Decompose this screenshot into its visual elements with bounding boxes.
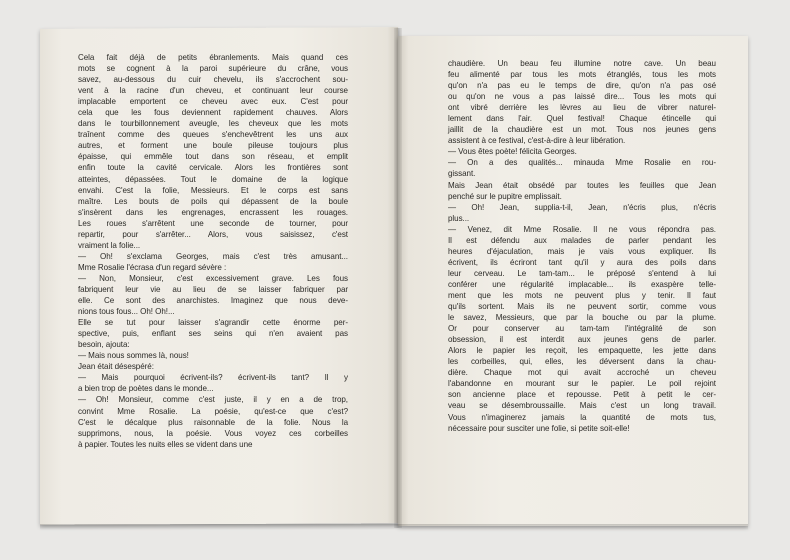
text-line: C'est le décalque plus raisonnable de la folie. Nous la — [78, 417, 348, 427]
text-line: — Mais pourquoi écrivent-ils? écrivent-ils tant? Il y — [78, 373, 348, 383]
text-line: veau se désembroussaille. Mais c'est un long travail. — [448, 401, 716, 411]
text-line: ont vibré derrière les lèvres au lieu de vibrer naturel- — [448, 103, 716, 113]
text-line: savez, au-dessous du cuir chevelu, ils s'accrochent sou- — [78, 75, 348, 85]
text-line: — On a des qualités... minauda Mme Rosalie en rou- — [448, 158, 716, 168]
text-line: gissant. — [448, 169, 476, 179]
text-line: maître. Les bouts de poils qui dépassent de la boule — [78, 196, 348, 206]
text-line: jaillit de la chaudière est un mot. Tous nos jeunes gens — [448, 125, 716, 135]
right-page-text — [448, 58, 716, 434]
book-gutter — [394, 28, 402, 528]
text-line: traînent comme des queues s'enchevêtrent les uns aux — [78, 130, 348, 140]
text-line: besoin, ajouta: — [78, 340, 130, 350]
text-line: écrivent, ils écriront tant qu'il y aura des poils dans — [448, 257, 716, 267]
text-line: a bien trop de poètes dans le monde... — [78, 384, 214, 394]
text-line: implacable emportent ce cheveu avec eux. C'est pour — [78, 97, 348, 107]
text-line: Les roues s'arrêtent une seconde de tourner, pour — [78, 218, 348, 228]
text-line: ment que les mots ne peuvent plus y tenir. Il faut — [448, 290, 716, 300]
text-line: — Vous êtes poète! félicita Georges. — [448, 147, 577, 157]
text-line: à papier. Toutes les nuits elles se vident dans une — [78, 439, 253, 449]
text-line: — Oh! Monsieur, comme c'est juste, il y en a de trop, — [78, 395, 348, 405]
text-line: nions tous fous... Oh! Oh!... — [78, 307, 175, 317]
text-line: Vous n'imaginerez jamais la quantité de mots tus, — [448, 412, 716, 422]
text-line: lement dans l'air. Quel festival! Chaque étincelle qui — [448, 114, 716, 124]
text-line: l'abandonne en mourant sur le papier. Le poil rejoint — [448, 379, 716, 389]
text-line: vent à la racine d'un cheveu, et continuant leur course — [78, 86, 348, 96]
text-line: vraiment la folie... — [78, 240, 141, 250]
text-line: le savez, Messieurs, que par la bouche ou par la plume. — [448, 313, 716, 323]
text-line: assistent à ce festival, c'est-à-dire à leur libération. — [448, 136, 626, 146]
text-line: chaudière. Un beau feu illumine notre cave. Un beau — [448, 59, 716, 68]
text-line: penché sur le pupitre emplissait. — [448, 191, 562, 201]
left-page-text — [78, 52, 348, 450]
text-line: les corbeilles, qui, elles, les déversent dans la chau- — [448, 357, 716, 367]
text-line: ou qu'on ne vous a pas laissé dire... Tous les mots qui — [448, 92, 716, 102]
text-line: atteintes, dépassées. Tout le domaine de la logique — [78, 174, 348, 184]
text-line: — Venez, dit Mme Rosalie. Il ne vous répondra pas. — [448, 224, 716, 234]
text-line: conférer une régularité implacable... ils exaspère telle- — [448, 279, 716, 289]
text-line: elle. Ce sont des anarchistes. Imaginez que nous deve- — [78, 296, 348, 306]
text-line: cela que les fous deviennent rapidement chauves. Alors — [78, 108, 348, 118]
text-line: dière. Chaque mot qui avait accroché un cheveu — [448, 368, 716, 378]
text-line: épaisse, qui emmêle tout dans son réseau, et emplit — [78, 152, 348, 162]
text-line: dans le tourbillonnement aveugle, les cheveux que les mots — [78, 119, 348, 129]
text-line: leur cerveau. Le tam-tam... le préposé s'entend à lui — [448, 268, 716, 278]
text-line: enfin toute la cavité cervicale. Alors les frontières sont — [78, 163, 348, 173]
text-line: — Mais nous sommes là, nous! — [78, 351, 189, 361]
text-line: Elle se tut pour laisser s'agrandir cette énorme per- — [78, 318, 348, 328]
text-line: — Oh! s'exclama Georges, mais c'est très amusant... — [78, 251, 348, 261]
text-line: son ancienne place et repousse. Petit à petit le cer- — [448, 390, 716, 400]
text-line: — Oh! Jean, supplia-t-il, Jean, n'écris plus, n'écris — [448, 202, 716, 212]
text-line: Il est défendu aux malades de parler pendant les — [448, 235, 716, 245]
text-line: fabriquent leur vie au lieu de se laisser fabriquer par — [78, 284, 348, 294]
text-line: plus... — [448, 213, 470, 223]
book-shadow — [40, 524, 748, 530]
text-line: obsession, il est interdit aux jeunes gens de parler. — [448, 335, 716, 345]
text-line: envahi. C'est la folie, Messieurs. Et le corps est sans — [78, 185, 348, 195]
text-line: Cela fait déjà de petits ébranlements. Mais quand ces — [78, 53, 348, 62]
text-line: feu alimenté par tous les mots étranglés, tous les mots — [448, 70, 716, 80]
text-line: Or pour conserver au tam-tam l'intégralité de son — [448, 324, 716, 334]
text-line: autres, et forment une boule pileuse toujours plus — [78, 141, 348, 151]
text-line: Mais Jean était obsédé par toutes les feuilles que Jean — [448, 180, 716, 190]
text-line: — Non, Monsieur, c'est excessivement grave. Les fous — [78, 273, 348, 283]
text-line: s'insèrent dans les engrenages, encrassent les rouages. — [78, 207, 348, 217]
text-line: nécessaire pour susciter une folie, si petite soit-elle! — [448, 423, 630, 433]
text-line: qu'on n'a pas eu le temps de dire, qu'on n'a pas osé — [448, 81, 716, 91]
text-line: Alors le papier les reçoit, les empaquette, les jette dans — [448, 346, 716, 356]
text-line: Mme Rosalie l'écrasa d'un regard sévère : — [78, 262, 227, 272]
text-line: repartir, pour s'arrêter... Alors, vous saisissez, c'est — [78, 229, 348, 239]
text-line: qu'ils sortent. Mais ils ne peuvent sortir, comme vous — [448, 302, 716, 312]
text-line: heures d'éjaculation, mais je vais vous expliquer. Ils — [448, 246, 716, 256]
text-line: convint Mme Rosalie. La poésie, qu'est-ce que c'est? — [78, 406, 348, 416]
text-line: spective, puis, enflant ses seins qui n'en avaient pas — [78, 329, 348, 339]
text-line: supprimons, nous, la poésie. Vous voyez ces corbeilles — [78, 428, 348, 438]
text-line: mots se cognent à la paroi supérieure du crâne, vous — [78, 64, 348, 74]
text-line: Jean était désespéré: — [78, 362, 154, 372]
